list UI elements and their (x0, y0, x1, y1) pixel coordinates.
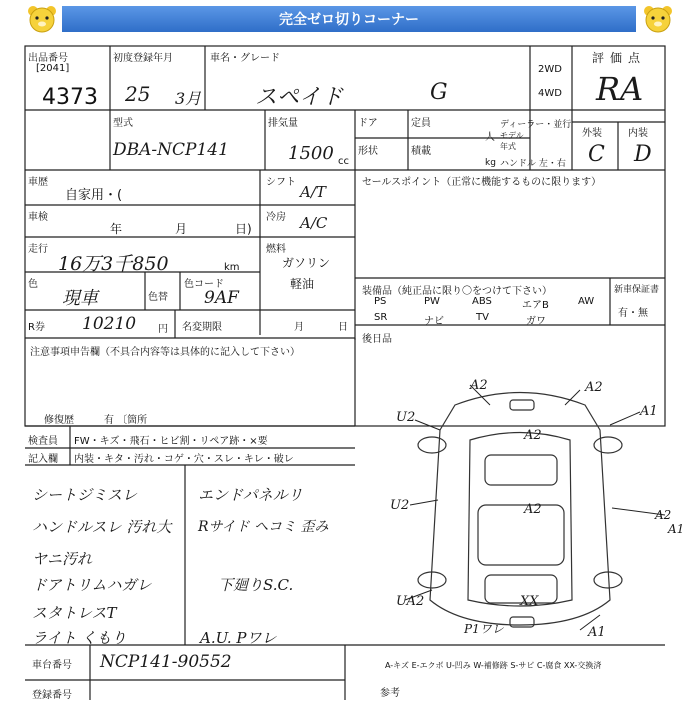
inspector-label: 検査員 (28, 436, 58, 447)
equipment-label: 装備品（純正品に限り〇をつけて下さい） (362, 286, 552, 297)
fuel: ガソリン (282, 256, 331, 270)
ref-label: 参考 (380, 688, 400, 699)
name-change-label: 名変期限 (182, 322, 222, 333)
recycle-label: R券 (28, 322, 45, 333)
car-name: スペイド (255, 85, 344, 110)
mark-a2-roof: A2 (524, 502, 542, 517)
mark-a2-right-side: A2 (655, 508, 672, 522)
mark-a1-right-rear: A1 (588, 625, 606, 640)
rear-seat-label: 後日品 (362, 334, 392, 345)
repair-value: 有 〔箇所 (104, 415, 148, 426)
chassis: NCP141-90552 (100, 652, 232, 672)
note-left-6: ライト くもり (32, 629, 127, 647)
first-reg-label: 初度登録年月 (113, 53, 173, 64)
history-value: 自家用・( (65, 188, 123, 203)
equip-gawa: ガワ (526, 316, 546, 327)
warranty-label: 新車保証書 (614, 285, 660, 295)
car-name-label: 車名・グレード (210, 53, 280, 64)
note-right-2: Rサイド ヘコミ 歪み (198, 519, 329, 535)
banner-title: 完全ゼロ切りコーナー (279, 12, 419, 28)
yen: 円 (158, 324, 168, 335)
exterior-label: 外装 (582, 128, 602, 139)
score-label: 評価点 (592, 51, 647, 65)
note-right-3: 下廻りS.C. (218, 576, 294, 594)
lot-no: 4373 (42, 85, 98, 110)
note-left-2: ハンドルスレ 汚れ大 (32, 518, 172, 536)
fuel-label: 燃料 (266, 244, 286, 255)
shape-label: 形状 (358, 146, 378, 157)
history-label: 車歴 (28, 177, 48, 188)
first-reg-year: 25 (125, 82, 151, 106)
interior-grade: D (634, 142, 652, 167)
color-change: 色替 (148, 292, 168, 303)
color-code: 9AF (204, 288, 239, 308)
equip-aw: AW (578, 296, 595, 307)
person-unit: 人 (485, 132, 495, 143)
color: 現車 (62, 288, 98, 309)
mark-xx-trunk: XX (520, 594, 539, 609)
note-left-3: ヤニ汚れ (32, 550, 93, 568)
mark-ua2-left-rear: UA2 (396, 594, 425, 609)
mark-u2-left-side: U2 (390, 498, 410, 513)
lot-code: [2041] (36, 63, 70, 74)
exterior-grade: C (588, 142, 605, 167)
model: DBA-NCP141 (113, 140, 229, 160)
color-code-label: 色コード (184, 279, 224, 290)
interior-label: 内装 (628, 128, 648, 139)
mileage-label: 走行 (28, 244, 48, 255)
recycle: 10210 (82, 314, 137, 334)
ac: A/C (300, 214, 328, 232)
displacement: 1500 (288, 143, 334, 164)
mark-a2-bonnet: A2 (524, 428, 542, 443)
equip-sr: SR (374, 312, 388, 323)
entry-label: 記入欄 (28, 454, 58, 465)
km: km (224, 262, 240, 273)
sales-point-label: セールスポイント（正常に機能するものに限ります） (362, 177, 602, 188)
reg-label: 登録番号 (32, 690, 72, 701)
door-label: ドア (358, 118, 378, 129)
score: RA (596, 70, 644, 108)
capacity-label: 定員 (411, 118, 431, 129)
equip-abs: ABS (472, 296, 492, 307)
equip-airbag: エアB (522, 300, 549, 311)
chassis-label: 車台番号 (32, 660, 72, 671)
lot-no-label: 出品番号 (28, 53, 68, 64)
drive-4wd: 4WD (538, 88, 562, 99)
note-right-1: エンドパネルリ (198, 486, 303, 504)
diagram-legend: A-キズ E-エクボ U-凹み W-補修跡 S-サビ C-腐食 XX-交換済 (385, 661, 602, 670)
fuel2: 軽油 (290, 277, 315, 291)
mark-p1-bumper: P1ワレ (464, 622, 504, 636)
grade: G (430, 80, 448, 105)
ac-label: 冷房 (266, 212, 286, 223)
mileage: 16万3千850 (58, 253, 169, 275)
shaken-day: 日) (235, 222, 252, 236)
load-label: 積載 (411, 146, 431, 157)
equip-pw: PW (424, 296, 440, 307)
color-label: 色 (28, 279, 38, 290)
repair-label: 修復歴 (44, 415, 74, 426)
warranty: 有・無 (618, 308, 648, 319)
model-year-label: モデル年式 (500, 131, 524, 151)
equip-ps: PS (374, 296, 387, 307)
mark-a2-front-right: A2 (585, 380, 603, 395)
model-label: 型式 (113, 118, 133, 129)
handle-label: ハンドル 左・右 (500, 159, 566, 169)
shift: A/T (300, 183, 326, 201)
shaken-year: 年 (110, 222, 123, 236)
dealer-label: ディーラー・並行 (500, 120, 572, 130)
mark-a2-front-left: A2 (470, 378, 488, 393)
equip-tv: TV (476, 312, 489, 323)
drive-2wd: 2WD (538, 64, 562, 75)
name-change-day: 日 (338, 322, 348, 333)
int-row: 内装・キタ・汚れ・コゲ・穴・スレ・キレ・破レ (74, 454, 294, 465)
note-left-5: スタトレスT (32, 604, 117, 622)
shaken-month: 月 (175, 222, 188, 236)
mark-a1-right-side: A1 (668, 522, 685, 536)
equip-navi: ナビ (424, 316, 444, 327)
note-left-4: ドアトリムハガレ (32, 576, 152, 594)
displacement-label: 排気量 (268, 118, 298, 129)
displacement-unit: cc (338, 156, 349, 167)
mark-a1-right-front: A1 (640, 404, 658, 419)
kg: kg (485, 158, 496, 168)
shaken-label: 車検 (28, 212, 48, 223)
mark-u2-left-front: U2 (396, 410, 416, 425)
notes-label: 注意事項申告欄（不具合内容等は具体的に記入して下さい） (30, 347, 300, 358)
name-change-month: 月 (294, 322, 304, 333)
note-right-4: A.U. Pワレ (200, 629, 277, 647)
car-diagram (418, 393, 622, 628)
first-reg-month: 3月 (175, 89, 202, 108)
note-left-1: シートジミスレ (32, 486, 138, 504)
fw-row: FW・キズ・飛石・ヒビ割・リペア跡・×要 (74, 436, 268, 447)
shift-label: シフト (266, 177, 296, 188)
